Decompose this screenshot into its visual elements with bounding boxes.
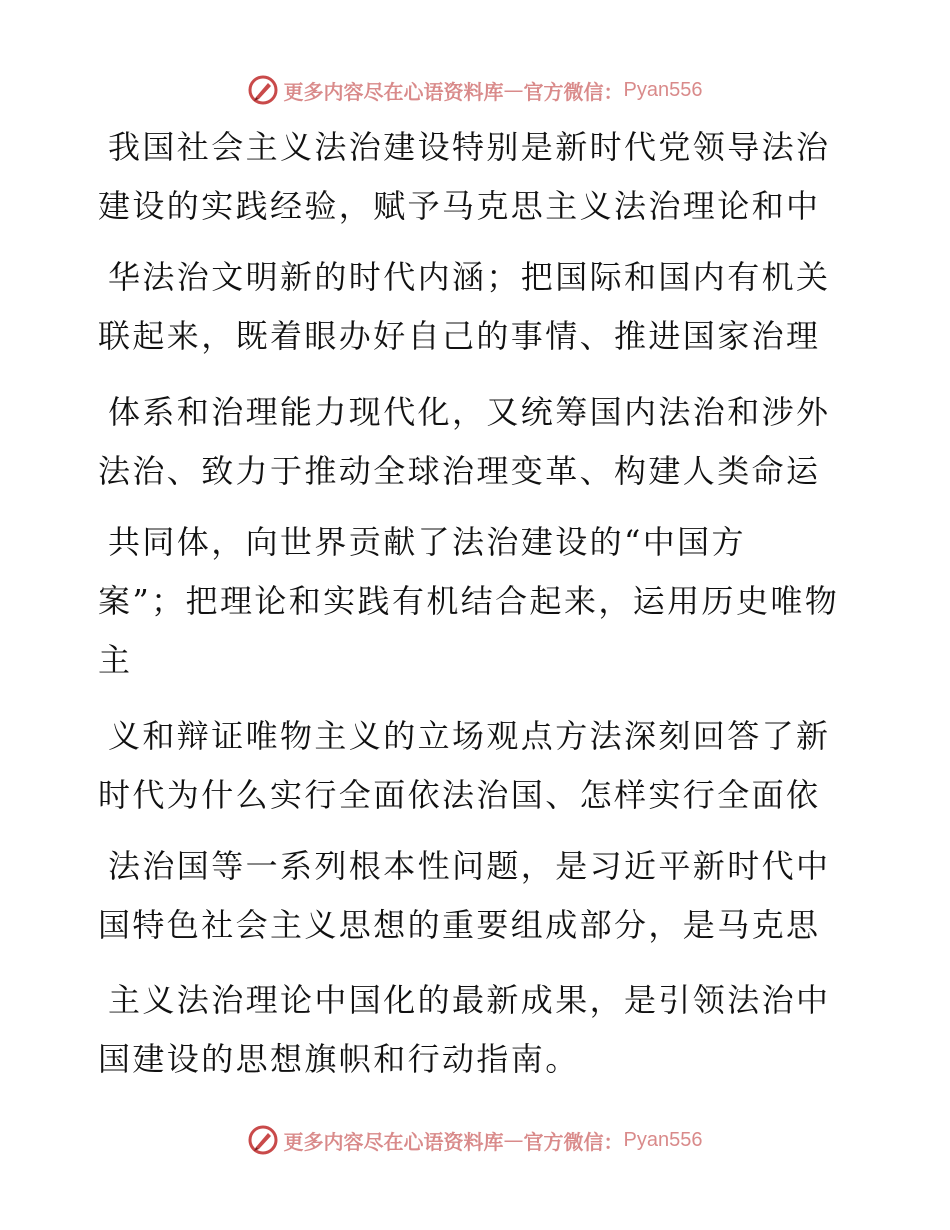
body-line: 国建设的思想旗帜和行动指南。: [98, 1040, 580, 1078]
body-line: 国特色社会主义思想的重要组成部分，是马克思: [98, 906, 821, 944]
body-line: 法治国等一系列根本性问题，是习近平新时代中: [108, 847, 831, 885]
wechat-id: Pyan556: [623, 78, 703, 101]
wechat-label: 官方微信：: [523, 79, 624, 104]
banner-separator: —: [503, 1128, 524, 1152]
banner-separator: —: [503, 78, 524, 102]
body-line: 义和辩证唯物主义的立场观点方法深刻回答了新: [108, 717, 831, 755]
body-line: 共同体，向世界贡献了法治建设的“中国方: [108, 523, 746, 561]
body-line: 案”；把理论和实践有机结合起来，运用历史唯物: [98, 582, 840, 620]
body-line: 联起来，既着眼办好自己的事情、推进国家治理: [98, 317, 821, 355]
footer-banner: [0, 1120, 950, 1160]
wechat-label: 官方微信：: [523, 1129, 624, 1154]
body-line: 主义法治理论中国化的最新成果，是引领法治中: [108, 981, 831, 1019]
body-line: 时代为什么实行全面依法治国、怎样实行全面依: [98, 776, 821, 814]
header-banner: [0, 70, 950, 110]
wechat-id: Pyan556: [623, 1128, 703, 1151]
body-line: 我国社会主义法治建设特别是新时代党领导法治: [108, 128, 831, 166]
pen-logo-icon: [248, 1125, 278, 1155]
body-line: 体系和治理能力现代化，又统筹国内法治和涉外: [108, 393, 831, 431]
body-line: 华法治文明新的时代内涵；把国际和国内有机关: [108, 258, 831, 296]
banner-text: 更多内容尽在心语资料库: [283, 79, 504, 104]
pen-logo-icon: [248, 75, 278, 105]
body-line: 主: [98, 641, 133, 679]
body-line: 建设的实践经验，赋予马克思主义法治理论和中: [98, 187, 821, 225]
body-line: 法治、致力于推动全球治理变革、构建人类命运: [98, 452, 821, 490]
banner-text: 更多内容尽在心语资料库: [283, 1129, 504, 1154]
